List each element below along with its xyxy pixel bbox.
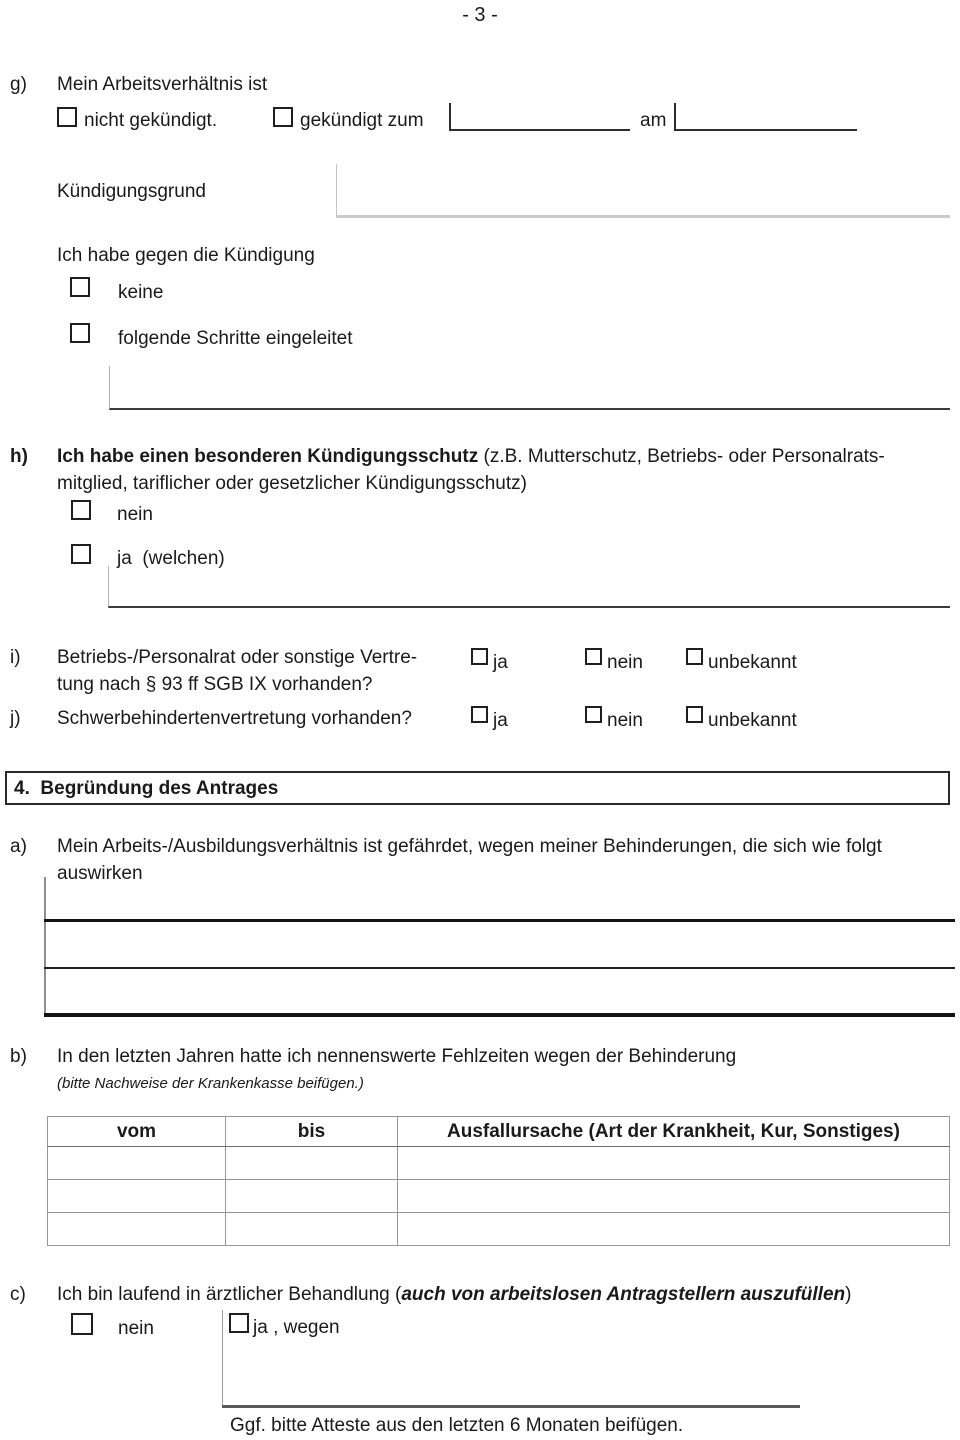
item-4a-text-line2: auswirken bbox=[57, 863, 143, 884]
checkbox-c-nein[interactable] bbox=[71, 1313, 93, 1335]
item-i-label: i) bbox=[10, 647, 21, 668]
item-i-question-line1: Betriebs-/Personalrat oder sonstige Vertre- bbox=[57, 647, 418, 668]
label-j-ja: ja bbox=[493, 710, 508, 731]
label-c-ja-wegen: ja , wegen bbox=[253, 1317, 340, 1338]
checkbox-j-nein[interactable] bbox=[585, 706, 602, 723]
table-cell[interactable] bbox=[48, 1180, 226, 1213]
4a-writing-line-1[interactable] bbox=[44, 877, 955, 920]
c-wegen-field-underline bbox=[222, 1405, 800, 1408]
4a-writing-line-2[interactable] bbox=[44, 922, 955, 967]
item-4c-label: c) bbox=[10, 1284, 26, 1305]
checkbox-not-terminated[interactable] bbox=[57, 107, 77, 127]
item-4a-label: a) bbox=[10, 836, 27, 857]
table-cell[interactable] bbox=[226, 1180, 398, 1213]
absence-table-header-row bbox=[48, 1117, 950, 1147]
4a-rule-3 bbox=[44, 1013, 955, 1017]
item-h-title-bold: Ich habe einen besonderen Kündigungsschutz bbox=[57, 446, 479, 467]
item-g-title: Mein Arbeitsverhältnis ist bbox=[57, 74, 268, 95]
checkbox-i-unbekannt[interactable] bbox=[686, 648, 703, 665]
item-4c-text-suffix: ) bbox=[845, 1284, 852, 1305]
label-j-unbekannt: unbekannt bbox=[708, 710, 797, 731]
item-4c-text-emph: auch von arbeitslosen Antragstellern auszufüllen bbox=[401, 1284, 846, 1305]
kuendigungsgrund-field[interactable] bbox=[336, 164, 950, 218]
label-h-nein: nein bbox=[117, 504, 153, 525]
label-i-ja: ja bbox=[493, 652, 508, 673]
label-c-nein: nein bbox=[118, 1318, 154, 1339]
checkbox-i-nein[interactable] bbox=[585, 648, 602, 665]
label-terminated-to: gekündigt zum bbox=[300, 110, 424, 131]
terminated-to-date-field[interactable] bbox=[449, 103, 630, 131]
item-4c-note: Ggf. bitte Atteste aus den letzten 6 Monaten beifügen. bbox=[230, 1415, 684, 1436]
table-cell[interactable] bbox=[398, 1180, 950, 1213]
h-welchen-field[interactable] bbox=[108, 566, 950, 608]
item-4a-text-line1: Mein Arbeits-/Ausbildungsverhältnis ist gefährdet, wegen meiner Behinderungen, die sich wie folgt bbox=[57, 836, 882, 857]
table-row bbox=[48, 1180, 950, 1213]
checkbox-j-ja[interactable] bbox=[471, 706, 488, 723]
section-4-heading: 4. Begründung des Antrages bbox=[14, 778, 279, 799]
table-cell[interactable] bbox=[398, 1147, 950, 1180]
item-4b-label: b) bbox=[10, 1046, 27, 1067]
item-h-title bbox=[57, 444, 885, 470]
label-h-ja: ja (welchen) bbox=[117, 548, 225, 569]
item-4b-text: In den letzten Jahren hatte ich nennenswerte Fehlzeiten wegen der Behinderung bbox=[57, 1046, 737, 1067]
item-j-label: j) bbox=[10, 708, 21, 729]
label-keine: keine bbox=[118, 282, 164, 303]
table-cell[interactable] bbox=[226, 1147, 398, 1180]
page-number: - 3 - bbox=[462, 4, 498, 26]
label-i-unbekannt: unbekannt bbox=[708, 652, 797, 673]
checkbox-schritte[interactable] bbox=[70, 323, 90, 343]
terminated-on-date-field[interactable] bbox=[674, 103, 857, 131]
checkbox-j-unbekannt[interactable] bbox=[686, 706, 703, 723]
table-cell[interactable] bbox=[398, 1213, 950, 1246]
table-row bbox=[48, 1147, 950, 1180]
checkbox-h-nein[interactable] bbox=[71, 500, 91, 520]
table-cell[interactable] bbox=[226, 1213, 398, 1246]
label-i-nein: nein bbox=[607, 652, 643, 673]
against-termination-title: Ich habe gegen die Kündigung bbox=[57, 245, 315, 266]
item-h-title-rest: (z.B. Mutterschutz, Betriebs- oder Personalrats- bbox=[478, 446, 885, 467]
item-h-label: h) bbox=[10, 446, 28, 467]
col-header-bis: bis bbox=[226, 1117, 398, 1147]
checkbox-h-ja[interactable] bbox=[71, 544, 91, 564]
4a-writing-line-3[interactable] bbox=[44, 969, 955, 1013]
item-j-question: Schwerbehindertenvertretung vorhanden? bbox=[57, 708, 412, 729]
checkbox-c-ja[interactable] bbox=[229, 1313, 249, 1333]
c-wegen-field[interactable] bbox=[223, 1335, 800, 1405]
label-not-terminated: nicht gekündigt. bbox=[84, 110, 218, 131]
checkbox-i-ja[interactable] bbox=[471, 648, 488, 665]
item-4b-note: (bitte Nachweise der Krankenkasse beifügen.) bbox=[57, 1075, 364, 1092]
absence-table bbox=[47, 1116, 950, 1246]
item-4c-text-prefix: Ich bin laufend in ärztlicher Behandlung ( bbox=[57, 1284, 402, 1305]
table-cell[interactable] bbox=[48, 1147, 226, 1180]
schritte-detail-field[interactable] bbox=[109, 366, 950, 410]
checkbox-terminated-to[interactable] bbox=[273, 107, 293, 127]
label-schritte: folgende Schritte eingeleitet bbox=[118, 328, 353, 349]
label-j-nein: nein bbox=[607, 710, 643, 731]
col-header-vom: vom bbox=[48, 1117, 226, 1147]
item-i-question-line2: tung nach § 93 ff SGB IX vorhanden? bbox=[57, 674, 373, 695]
item-h-title-line2: mitglied, tariflicher oder gesetzlicher Kündigungsschutz) bbox=[57, 473, 527, 494]
table-row bbox=[48, 1213, 950, 1246]
label-kuendigungsgrund: Kündigungsgrund bbox=[57, 181, 206, 202]
table-cell[interactable] bbox=[48, 1213, 226, 1246]
item-g-label: g) bbox=[10, 74, 27, 95]
checkbox-keine[interactable] bbox=[70, 277, 90, 297]
label-am: am bbox=[640, 110, 667, 131]
item-4c-text bbox=[57, 1282, 851, 1308]
col-header-ausfallursache: Ausfallursache (Art der Krankheit, Kur, Sonstiges) bbox=[398, 1117, 950, 1147]
